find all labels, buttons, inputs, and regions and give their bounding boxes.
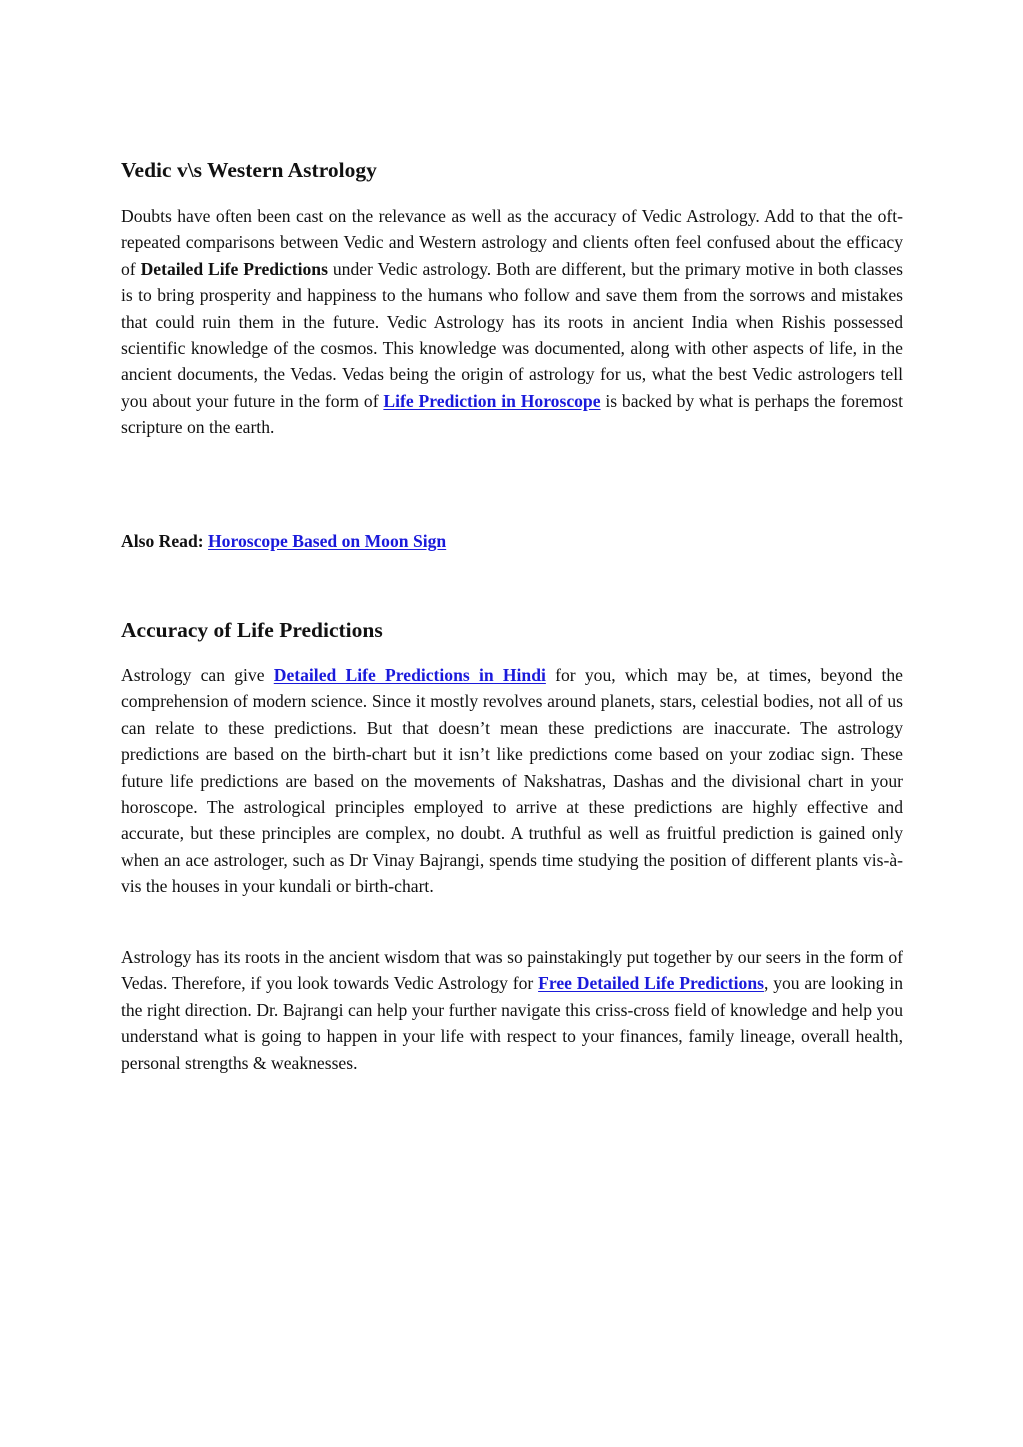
link-detailed-life-predictions-in-hindi[interactable]: Detailed Life Predictions in Hindi [273,665,546,685]
bold-term-detailed-life-predictions: Detailed Life Predictions [140,258,328,279]
paragraph-text: under Vedic astrology. Both are different, but the primary motive in both classes is to bring prosperity and happiness to the humans who follow and save them from the sorrows and mistakes that could ruin them in the future. Vedic Astrology has its roots in ancient India when Rishis possessed scientific knowledge of the cosmos. This knowledge was documented, along with other aspects of life, in the ancient documents, the Vedas. Vedas being the origin of astrology for us, what the best Vedic astrologers tell you about your future in the form of [121,258,903,411]
paragraph-text: Doubts have often been cast on the relevance as well as the accuracy of Vedic Astrology. Add to that the oft-repeated comparisons between Vedic and Western astrology and clients often feel confused about the efficacy of [121,206,903,279]
paragraph-text: Astrology can give [121,665,274,685]
link-free-detailed-life-predictions[interactable]: Free Detailed Life Predictions [538,973,764,994]
section-heading-vedic-vs-western: Vedic v\s Western Astrology [121,158,377,182]
section-heading-accuracy: Accuracy of Life Predictions [121,618,383,642]
also-read-line [121,528,903,554]
paragraph-text: is backed by what is perhaps the foremost scripture on the earth. [121,390,903,438]
paragraph-accuracy-2 [121,944,903,1076]
paragraph-text: for you, which may be, at times, beyond the comprehension of modern science. Since it mostly revolves around planets, stars, celestial bodies, not all of us can relate to these predictions. But that doesn’t mean these predictions are inaccurate. The astrology predictions are based on the birth-chart but it isn’t like predictions come based on your zodiac sign. These future life predictions are based on the movements of Nakshatras, Dashas and the divisional chart in your horoscope. The astrological principles employed to arrive at these predictions are highly effective and accurate, but these principles are complex, no doubt. A truthful as well as fruitful prediction is gained only when an ace astrologer, such as Dr Vinay Bajrangi, spends time studying the position of different plants vis-à-vis the houses in your kundali or birth-chart. [121,665,903,897]
paragraph-vedic-astrology [121,203,903,441]
paragraph-accuracy-1 [121,662,903,900]
link-life-prediction-in-horoscope[interactable]: Life Prediction in Horoscope [383,390,601,411]
paragraph-text: Astrology has its roots in the ancient wisdom that was so painstakingly put together by our seers in the form of Vedas. Therefore, if you look towards Vedic Astrology for [121,947,903,994]
link-horoscope-based-on-moon-sign[interactable]: Horoscope Based on Moon Sign [208,531,447,551]
paragraph-text: , you are looking in the right direction. Dr. Bajrangi can help your further navigate this criss-cross field of knowledge and help you understand what is going to happen in your life with respect to your finances, family lineage, overall health, personal strengths & weaknesses. [121,973,903,1073]
also-read-label: Also Read: [121,531,208,551]
